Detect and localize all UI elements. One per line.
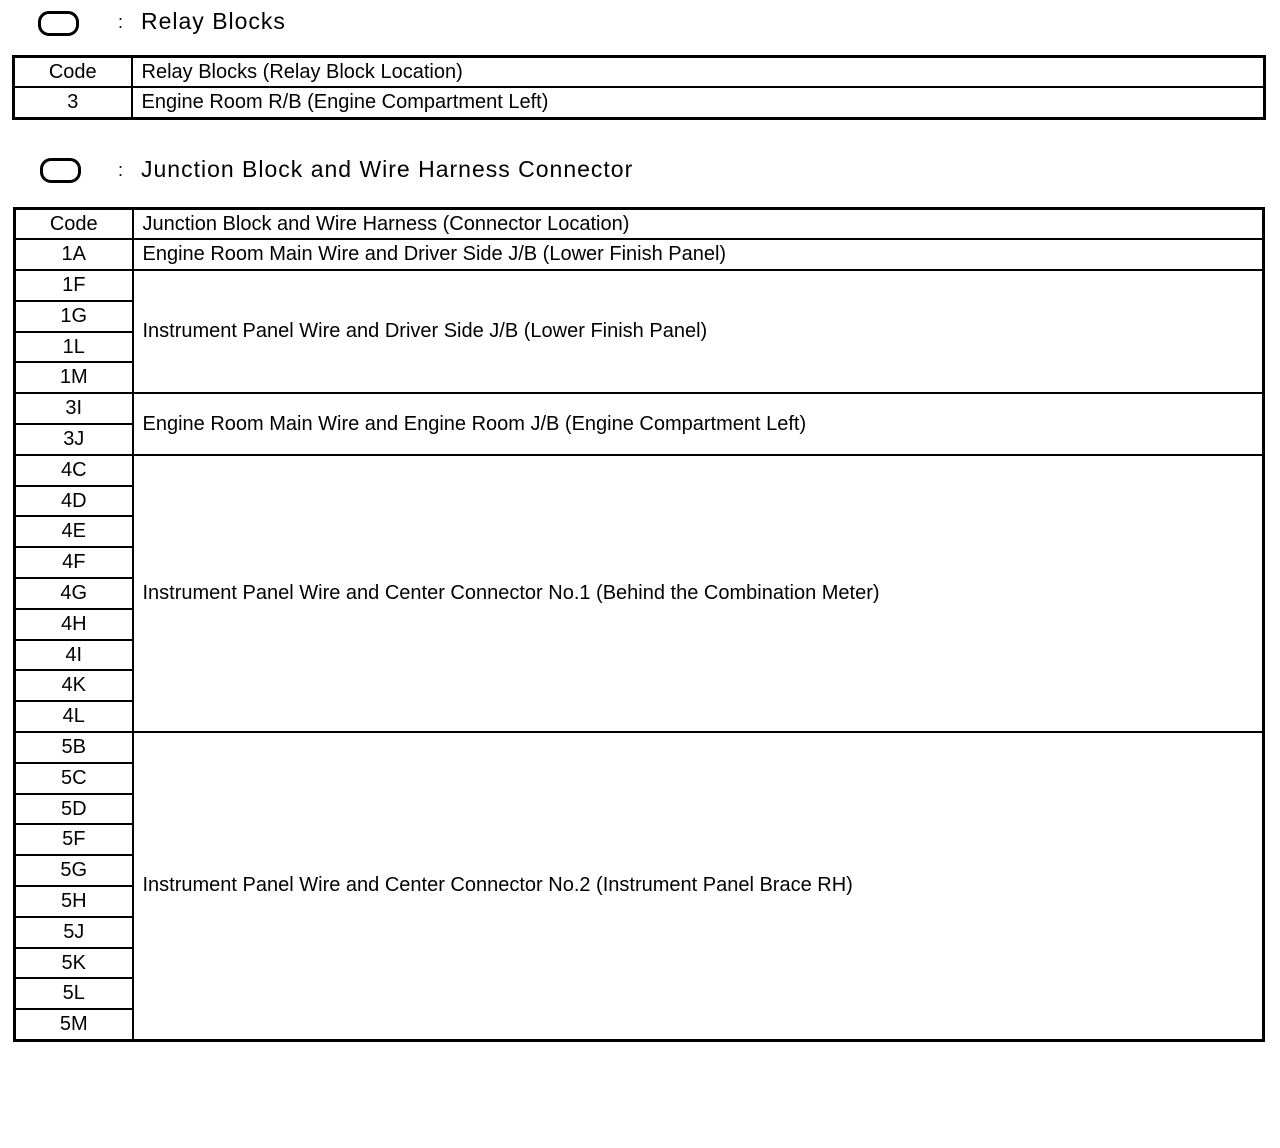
code-cell: 5J: [15, 917, 133, 948]
location-cell: Engine Room Main Wire and Driver Side J/B (Lower Finish Panel): [133, 239, 1264, 270]
table-row: [15, 732, 1264, 763]
separator-colon: :: [118, 12, 124, 32]
code-cell: 5C: [15, 763, 133, 794]
code-cell: 5H: [15, 886, 133, 917]
code-cell: 3: [14, 87, 132, 118]
code-cell: 5G: [15, 855, 133, 886]
code-cell: 5K: [15, 948, 133, 979]
code-cell: 3J: [15, 424, 133, 455]
table-row: [15, 270, 1264, 301]
location-cell: Engine Room Main Wire and Engine Room J/B (Engine Compartment Left): [133, 393, 1264, 455]
location-cell: Engine Room R/B (Engine Compartment Left): [132, 87, 1265, 118]
code-cell: 4L: [15, 701, 133, 732]
code-cell: 5M: [15, 1009, 133, 1040]
relay-section-title: Relay Blocks: [141, 8, 286, 34]
code-cell: 1L: [15, 332, 133, 363]
location-cell: Instrument Panel Wire and Center Connector No.1 (Behind the Combination Meter): [133, 455, 1264, 732]
table-header-row: [15, 209, 1264, 240]
code-cell: 4E: [15, 516, 133, 547]
table-row: [15, 393, 1264, 424]
separator-colon: :: [118, 160, 124, 180]
code-cell: 5D: [15, 794, 133, 825]
code-cell: 5L: [15, 978, 133, 1009]
code-cell: 1A: [15, 239, 133, 270]
location-cell: Instrument Panel Wire and Driver Side J/B (Lower Finish Panel): [133, 270, 1264, 393]
code-cell: 5F: [15, 824, 133, 855]
table-row: [15, 239, 1264, 270]
location-header: Relay Blocks (Relay Block Location): [132, 57, 1265, 88]
location-header: Junction Block and Wire Harness (Connector Location): [133, 209, 1264, 240]
code-header: Code: [14, 57, 132, 88]
relay-blocks-table: [12, 55, 1266, 120]
location-cell: Instrument Panel Wire and Center Connector No.2 (Instrument Panel Brace RH): [133, 732, 1264, 1040]
code-cell: 1M: [15, 362, 133, 393]
code-cell: 1F: [15, 270, 133, 301]
code-cell: 4H: [15, 609, 133, 640]
code-cell: 1G: [15, 301, 133, 332]
code-cell: 4D: [15, 486, 133, 517]
table-header-row: [14, 57, 1265, 88]
junction-section-title: Junction Block and Wire Harness Connector: [141, 156, 634, 182]
code-header: Code: [15, 209, 133, 240]
code-cell: 4G: [15, 578, 133, 609]
rounded-rectangle-icon: [40, 158, 81, 183]
code-cell: 4K: [15, 670, 133, 701]
code-cell: 4F: [15, 547, 133, 578]
code-cell: 3I: [15, 393, 133, 424]
rounded-rectangle-icon: [38, 11, 79, 36]
code-cell: 4C: [15, 455, 133, 486]
code-cell: 5B: [15, 732, 133, 763]
code-cell: 4I: [15, 640, 133, 671]
table-row: [15, 455, 1264, 486]
junction-block-table: [13, 207, 1265, 1042]
table-row: [14, 87, 1265, 118]
